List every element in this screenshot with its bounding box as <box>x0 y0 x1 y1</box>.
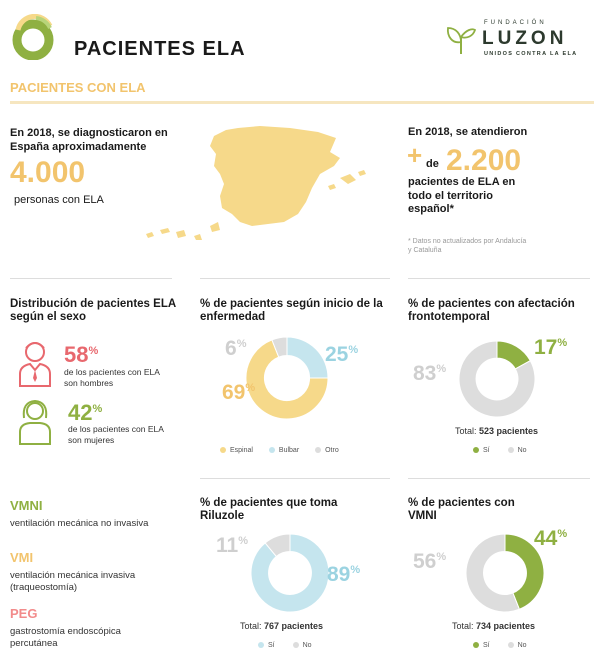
glossary-desc: gastrostomía endoscópica percutánea <box>10 626 121 649</box>
total-label: Total: <box>455 426 477 436</box>
total-label: Total: <box>452 621 474 631</box>
legend-item-otro <box>315 447 339 454</box>
riluzole-legend <box>258 642 312 649</box>
glossary-abbr: VMI <box>10 550 34 565</box>
legend-item-no <box>293 642 312 649</box>
legend-label: Sí <box>483 447 490 454</box>
attended-footnote: * Datos no actualizados por Andalucía y Cataluña <box>408 238 527 254</box>
riluzole-label-no <box>216 534 248 558</box>
total-value: 734 pacientes <box>476 621 536 631</box>
attended-label: pacientes de ELA en todo el territorio español* <box>408 176 516 215</box>
onset-value-otro: 6 <box>225 337 237 360</box>
riluzole-value-no: 11 <box>216 534 239 557</box>
legend-label: No <box>302 642 312 649</box>
legend-item-bulbar <box>269 447 299 454</box>
glossary-abbr: VMNI <box>10 498 43 513</box>
divider <box>408 278 590 279</box>
plant-icon <box>444 22 478 56</box>
total-value: 523 pacientes <box>479 426 539 436</box>
riluzole-total <box>240 621 323 631</box>
fronto-donut-chart <box>458 340 536 418</box>
legend-label: No <box>517 447 527 454</box>
onset-value-bulbar: 25 <box>325 343 349 366</box>
pct-sign: % <box>557 337 568 349</box>
fronto-label-si <box>534 336 567 360</box>
attended-de: de <box>426 158 439 170</box>
attended-number: 2.200 <box>446 144 522 177</box>
diagnosis-number: 4.000 <box>10 156 86 189</box>
fronto-value-no: 83 <box>413 362 437 385</box>
onset-label-bulbar <box>325 343 358 367</box>
legend-label: Espinal <box>230 447 253 454</box>
pct-sign: % <box>238 535 248 547</box>
legend-item-si <box>473 642 490 649</box>
vmni-value-si: 44 <box>534 527 558 550</box>
vmni-label-si <box>534 527 567 551</box>
attended-text: En 2018, se atendieron <box>408 126 528 138</box>
glossary-item-vmni <box>10 498 180 550</box>
diagnosis-label: personas con ELA <box>14 194 104 206</box>
page-title: PACIENTES ELA <box>74 38 246 60</box>
legend-item-espinal <box>220 447 253 454</box>
fronto-legend <box>473 447 527 454</box>
donut-slice-bulbar <box>287 337 328 378</box>
glossary-item-vmi <box>10 550 180 606</box>
vmni-total <box>452 621 535 631</box>
vmni-title: % de pacientes con VMNI <box>408 497 515 522</box>
vmni-legend <box>473 642 527 649</box>
women-label: de los pacientes con ELA son mujeres <box>68 424 164 445</box>
diagnosis-text: En 2018, se diagnosticaron en España aproximadamente <box>10 127 168 153</box>
spain-map-icon <box>140 122 370 250</box>
vmni-donut-chart <box>465 533 545 613</box>
glossary-desc: ventilación mecánica no invasiva <box>10 518 149 529</box>
onset-donut-chart <box>245 336 329 420</box>
divider <box>10 278 172 279</box>
logo-name: LUZON <box>482 28 568 49</box>
riluzole-title: % de pacientes que toma Riluzole <box>200 497 338 522</box>
pct-sign: % <box>88 345 99 357</box>
vmni-value-no: 56 <box>413 550 437 573</box>
riluzole-value-si: 89 <box>327 563 351 586</box>
pct-sign: % <box>436 551 447 563</box>
total-value: 767 pacientes <box>264 621 324 631</box>
men-pct-value: 58 <box>64 342 89 367</box>
total-label: Total: <box>240 621 262 631</box>
men-percentage <box>64 342 98 368</box>
legend-item-si <box>473 447 490 454</box>
onset-label-espinal <box>222 381 255 405</box>
legend-item-no <box>508 642 527 649</box>
legend-label: Sí <box>483 642 490 649</box>
legend-label: Sí <box>268 642 275 649</box>
legend-label: Otro <box>325 447 339 454</box>
divider <box>200 278 390 279</box>
attended-plus: + <box>407 140 423 170</box>
glossary-item-peg <box>10 606 180 650</box>
men-label: de los pacientes con ELA son hombres <box>64 367 160 388</box>
fronto-value-si: 17 <box>534 336 558 359</box>
legend-item-no <box>508 447 527 454</box>
legend-label: No <box>517 642 527 649</box>
onset-legend <box>220 447 339 454</box>
fronto-label-no <box>413 362 446 386</box>
vmni-label-no <box>413 550 446 574</box>
women-pct-value: 42 <box>68 400 93 425</box>
glossary-abbr: PEG <box>10 606 38 621</box>
pct-sign: % <box>436 363 447 375</box>
fronto-title: % de pacientes con afectación frontotemporal <box>408 298 575 323</box>
onset-title: % de pacientes según inicio de la enfermedad <box>200 298 383 323</box>
pct-sign: % <box>350 564 361 576</box>
divider <box>408 478 590 479</box>
onset-value-espinal: 69 <box>222 381 246 404</box>
divider <box>200 478 390 479</box>
women-percentage <box>68 400 102 426</box>
section-underline <box>10 101 594 104</box>
legend-item-si <box>258 642 275 649</box>
logo-subtitle: UNIDOS CONTRA LA ELA <box>484 51 578 57</box>
glossary-desc: ventilación mecánica invasiva (traqueostomía) <box>10 570 136 593</box>
pct-sign: % <box>348 344 359 356</box>
glossary <box>10 498 180 650</box>
man-icon <box>18 340 52 388</box>
legend-label: Bulbar <box>278 447 300 454</box>
pct-sign: % <box>245 382 256 394</box>
sex-title: Distribución de pacientes ELA según el sexo <box>10 298 176 323</box>
logo-top-text: FUNDACIÓN <box>484 20 547 26</box>
ela-logo-icon <box>10 14 56 60</box>
fronto-total <box>455 426 538 436</box>
onset-label-otro <box>225 337 246 361</box>
riluzole-label-si <box>327 563 360 587</box>
pct-sign: % <box>236 338 247 350</box>
section-title: PACIENTES CON ELA <box>10 80 146 95</box>
woman-icon <box>18 398 52 446</box>
riluzole-donut-chart <box>250 533 330 613</box>
pct-sign: % <box>557 528 568 540</box>
pct-sign: % <box>92 403 103 415</box>
